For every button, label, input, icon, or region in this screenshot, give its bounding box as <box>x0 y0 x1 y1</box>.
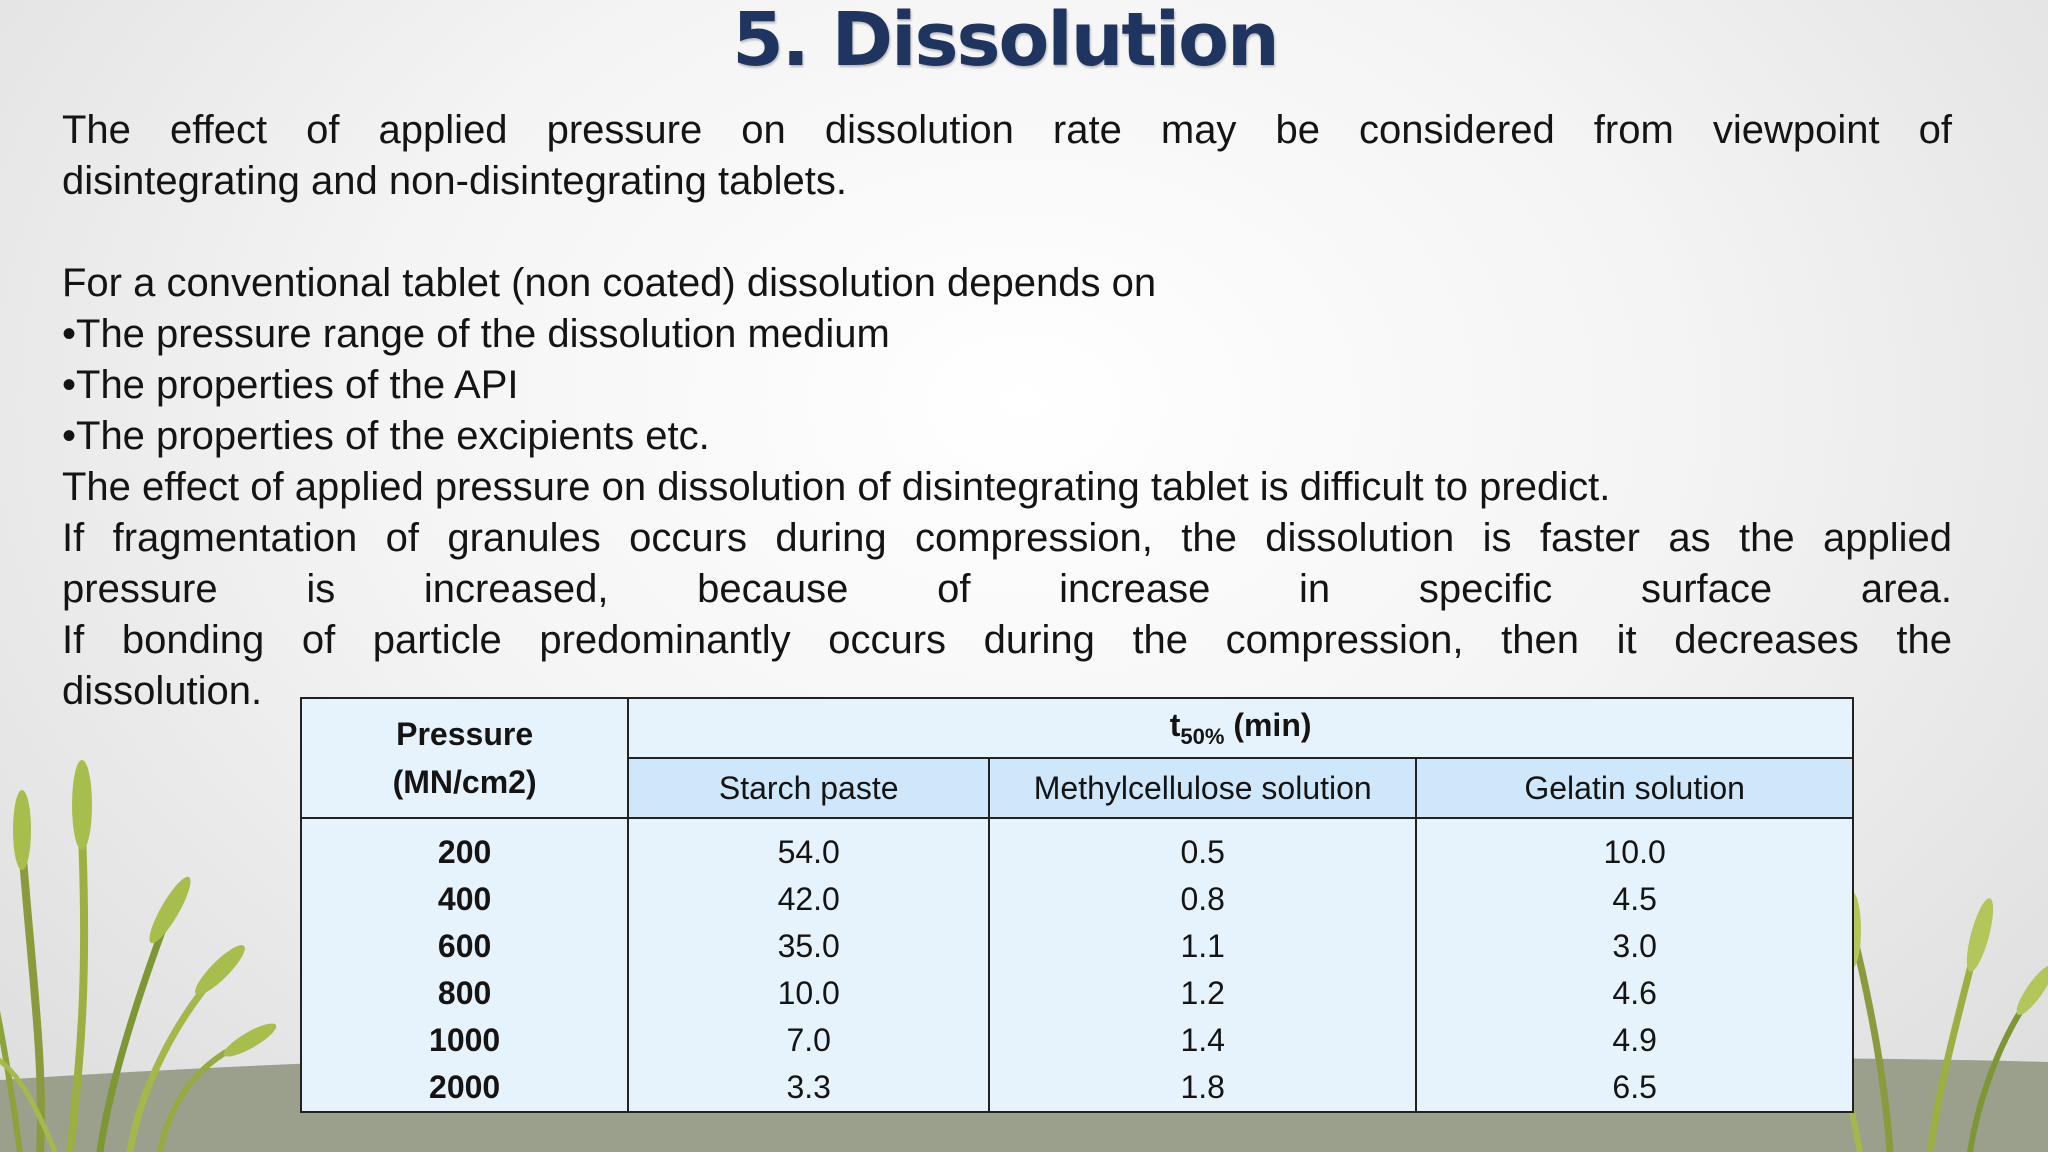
table-cell: 0.5 <box>1180 834 1225 870</box>
bullet-item: •The properties of the excipients etc. <box>62 414 710 458</box>
table-cell: 200 <box>437 834 492 870</box>
table-body-row <box>301 818 1853 1112</box>
table-cell: 3.0 <box>1612 928 1657 964</box>
bullet-item: •The pressure range of the dissolution medium <box>62 312 890 356</box>
table-cell: 400 <box>437 881 492 917</box>
table-cell: 1000 <box>429 1022 501 1058</box>
table-cell: 2000 <box>429 1069 501 1105</box>
starch-paste-column <box>628 818 989 1112</box>
gelatin-column <box>1416 818 1853 1112</box>
pressure-header <box>301 698 628 818</box>
paragraph1-line2: disintegrating and non-disintegrating tablets. <box>62 159 847 203</box>
table-cell: 1.4 <box>1180 1022 1225 1058</box>
paragraph3-line3: If bonding of particle predominantly occurs during the compression, then it decreases the <box>62 618 1952 662</box>
table-cell: 42.0 <box>777 881 840 917</box>
table-cell: 1.2 <box>1180 975 1225 1011</box>
table-cell: 1.8 <box>1180 1069 1225 1105</box>
paragraph3-line4: dissolution. <box>62 669 263 713</box>
table-cell: 4.6 <box>1612 975 1657 1011</box>
table-cell: 600 <box>437 928 492 964</box>
intro-text: For a conventional tablet (non coated) dissolution depends on <box>62 261 1157 305</box>
column-header-methylcellulose: Methylcellulose solution <box>989 758 1416 818</box>
spacer <box>62 207 1952 258</box>
table-cell: 0.8 <box>1180 881 1225 917</box>
table-cell: 3.3 <box>786 1069 831 1105</box>
table-cell: 4.5 <box>1612 881 1657 917</box>
grass-right-decoration <box>1830 860 2048 1152</box>
pressure-column <box>301 818 628 1112</box>
table-cell: 54.0 <box>777 834 840 870</box>
t50-subscript: 50% <box>1180 723 1225 749</box>
column-header-starch: Starch paste <box>628 758 989 818</box>
paragraph1-line1: The effect of applied pressure on dissolution rate may be considered from viewpoint of <box>62 108 1952 152</box>
table-cell: 10.0 <box>777 975 840 1011</box>
bullet-item: •The properties of the API <box>62 363 519 407</box>
table-cell: 6.5 <box>1612 1069 1657 1105</box>
pressure-header-unit: (MN/cm2) <box>392 764 537 800</box>
table-cell: 35.0 <box>777 928 840 964</box>
dissolution-table <box>300 697 1854 1113</box>
paragraph2: The effect of applied pressure on dissolution of disintegrating tablet is difficult to predict. <box>62 465 1611 509</box>
table-cell: 7.0 <box>786 1022 831 1058</box>
table-cell: 800 <box>437 975 492 1011</box>
pressure-header-label: Pressure <box>396 716 534 752</box>
paragraph3-line1: If fragmentation of granules occurs during compression, the dissolution is faster as the applied <box>62 516 1952 560</box>
table-cell: 10.0 <box>1603 834 1666 870</box>
column-header-gelatin: Gelatin solution <box>1416 758 1853 818</box>
t50-unit: (min) <box>1224 706 1312 743</box>
t50-symbol: t <box>1169 706 1181 743</box>
methylcellulose-column <box>989 818 1416 1112</box>
t50-header <box>628 698 1853 758</box>
body-text <box>62 105 1952 717</box>
table-cell: 1.1 <box>1180 928 1225 964</box>
paragraph3-line2: pressure is increased, because of increase in specific surface area. <box>62 567 1952 611</box>
slide-title: 5. Dissolution <box>732 0 1278 83</box>
table-cell: 4.9 <box>1612 1022 1657 1058</box>
grass-left-decoration <box>0 760 340 1152</box>
